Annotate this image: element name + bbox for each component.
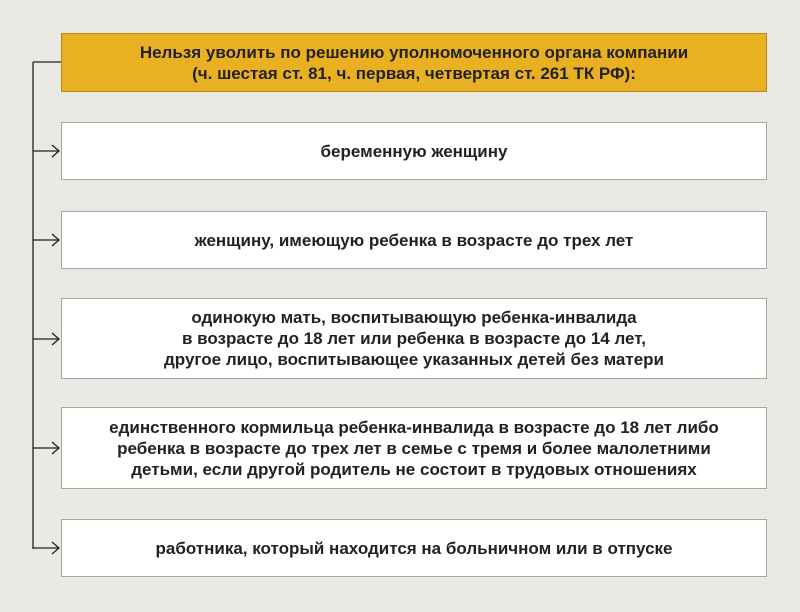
item-text: работника, который находится на больничном или в отпуске — [155, 538, 673, 558]
item-text: одинокую мать, воспитывающую ребенка-инвалида в возрасте до 18 лет или ребенка в возрасте до 14 лет, другое лицо, воспитывающее указанных детей без матери — [164, 308, 664, 369]
header-text: Нельзя уволить по решению уполномоченного органа компании (ч. шестая ст. 81, ч. первая, четвертая ст. 261 ТК РФ): — [139, 42, 689, 83]
item-text: единственного кормильца ребенка-инвалида в возрасте до 18 лет либо ребенка в возрасте до трех лет в семье с тремя и более малолетними детьми, если другой родитель не состоит в трудовых отношениях — [109, 417, 719, 479]
arrow-item-2 — [33, 234, 59, 246]
header-box — [61, 33, 767, 92]
arrow-item-5 — [33, 542, 59, 554]
item-box-single-mother — [61, 298, 767, 379]
item-box-sole-breadwinner — [61, 407, 767, 489]
item-box-sick-leave-vacation — [61, 519, 767, 577]
item-text: беременную женщину — [320, 141, 508, 161]
item-text: женщину, имеющую ребенка в возрасте до трех лет — [194, 230, 634, 250]
arrow-item-3 — [33, 333, 59, 345]
item-box-woman-child-under-3 — [61, 211, 767, 269]
arrow-item-1 — [33, 145, 59, 157]
item-box-pregnant-woman — [61, 122, 767, 180]
arrow-item-4 — [33, 442, 59, 454]
